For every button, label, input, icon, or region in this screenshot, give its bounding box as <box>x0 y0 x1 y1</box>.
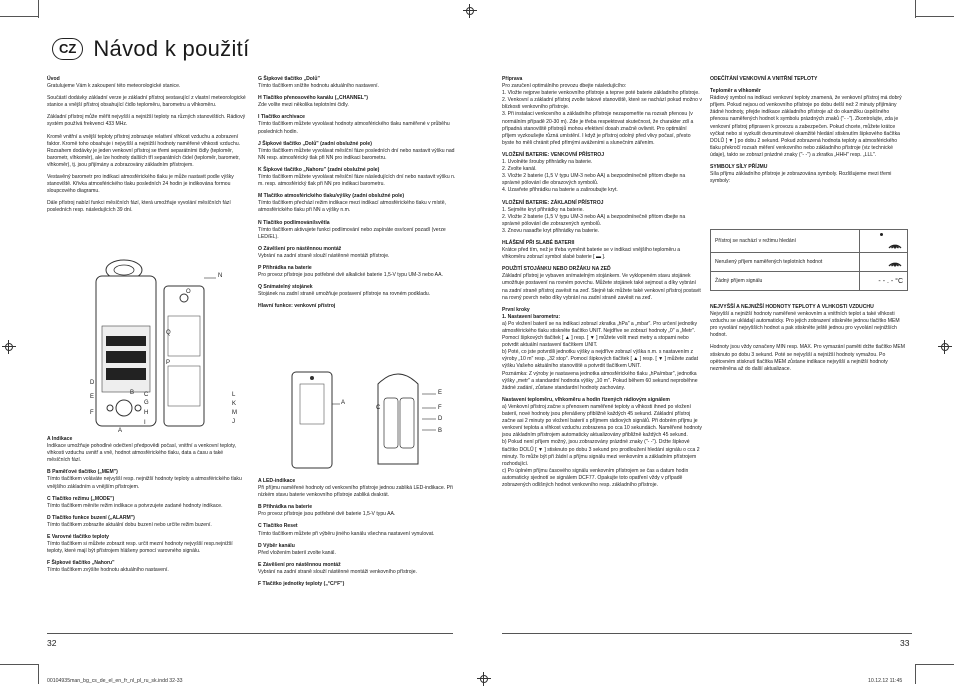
heading-uvod: Úvod <box>47 76 60 82</box>
label-m: M <box>232 410 237 416</box>
paragraph: Hodnoty jsou vždy označeny MIN resp. MAX. Pro vymazání paměti držte tlačítko MEM stisknuto po dobu 3 sekund. Poté se nejvyšší a nejnižší hodnoty vymažou. Po opětovném stisknutí tlačítka MEM zůstane indikace nejvyšší a nejnižší hodnoty nezměněna až do další aktualizace. <box>710 344 906 372</box>
paragraph: Tímto tlačítkem snížíte hodnotu aktuálního nastavení. <box>258 83 379 90</box>
paragraph: Vestavěný barometr pro indikaci atmosférického tlaku je může nastavit podle výšky stanoviště. Křivka atmosférického tlaku posledních 24 hodin je indikována formou sloupcového diagramu. <box>47 174 234 195</box>
subheading-thermometer: Nastavení teploměru, vlhkoměru a hodin řízených rádiovým signálem <box>502 396 670 403</box>
label-outdoor-e: E <box>438 390 443 396</box>
paragraph: Tímto tlačítkem můžete při výběru jiného kanálu všechna nastavení vynulovat. <box>258 530 435 537</box>
list-item: 3. Znovu nasaďte kryt přihrádky na baterie. <box>502 227 600 234</box>
paragraph: Tímto tlačítkem voláváte nejvyšší resp. nejnižší hodnoty teploty a atmosférického tlaku vnějšího základním a vnějším přístrojem. <box>47 476 242 490</box>
list-item: a) Venkovní přístroj začne s přenosem naměřené teploty a vlhkosti ihned po vložení baterií, nové hodnoty jsou přenášeny přibližně každých 45 sekund. Základní přístroj začne asi 2 minuty po vložení baterií s příjmem rádiových signálů. Při dobrém příjmu je venkovní teplota a vlhkost vzduchu zobrazena po cca 10 sekundách. Naměřené hodnoty jsou základním přístrojem automaticky aktualizovány přibližně každých 45 sekund. <box>502 403 702 439</box>
registration-mark-icon <box>2 340 16 354</box>
paragraph: Tímto tlačítkem zobrazíte aktuální dobu buzení nebo určíte režim buzení. <box>47 521 212 528</box>
heading-i: I Tlačítko archivace <box>258 114 306 121</box>
paragraph: Tímto tlačítkem přechází režim indikace mezi indikací atmosférického tlaku v místě, atmosférického tlaku při NN a výšky n.m. <box>258 200 446 214</box>
heading-m: M Tlačítko atmosférického tlaku/výšky (zadní obslužné pole) <box>258 193 405 200</box>
heading-a: A Indikace <box>47 436 73 442</box>
heading-signal-symbols: SYMBOLY SÍLY PŘÍJMU <box>710 164 768 171</box>
divider <box>502 633 912 634</box>
heading-reading-temps: ODEČÍTÁNÍ VENKOVNÍ A VNITŘNÍ TEPLOTY <box>710 76 818 82</box>
list-item: 2. Zvolte kanál. <box>502 166 537 173</box>
paragraph: Pro provoz přístroje jsou potřebné dvě baterie 1,5-V typu AA. <box>258 511 396 518</box>
heading-battery-outdoor: VLOŽENÍ BATERIE: VENKOVNÍ PŘÍSTROJ <box>502 151 605 158</box>
heading-outdoor-unit: Hlavní funkce: venkovní přístroj <box>258 303 336 310</box>
paragraph: Před vložením baterií zvolte kanál. <box>258 549 336 556</box>
heading-led: A LED-indikace <box>258 478 296 484</box>
list-item: b) Poté, co jste potvrdili jednotku výšky a nejdříve zobrazí výška n.m. s nastavením z výroby „10 m" resp. „32 stop". Pomocí šipkových tlačítek [ ▲ ] resp. [ ▼ ] můžete zadat výšku Vašeho aktuálního stanoviště a potvrdit tlačítkem UNIT. <box>502 349 699 370</box>
label-outdoor-d: D <box>438 416 443 422</box>
page-number-left: 32 <box>47 638 57 648</box>
paragraph: Při příjmu naměřené hodnoty od venkovního přístroje jednou zabliká LED-indikace. Při nízkém stavu baterie venkovního přístroje zabliká dvakrát. <box>258 485 453 499</box>
paragraph: Tímto tlačítkem můžete vyvolávat měsíční fáze následujících dní nebo nastavit výšku n. m. resp. atmosférický tlak při NN pro indikaci barometru. <box>258 174 456 188</box>
paragraph: Tímto tlačítkem aktivujete funkci podlimování nebo zapínáte osvícení pozadí (verze LED/EL). <box>258 226 446 240</box>
paragraph: Tímto tlačítkem můžete vyvolávat měsíční fáze posledních dní nebo nastavit výšku nad NN resp. atmosférický tlak při NN pro indikaci barometru. <box>258 147 455 161</box>
crop-mark <box>916 16 954 17</box>
heading-n: N Tlačítko podlimování/světla <box>258 219 330 226</box>
page-number-right: 33 <box>900 638 910 648</box>
heading-reset: C Tlačítko Reset <box>258 523 298 530</box>
table-row <box>711 230 908 253</box>
paragraph: Síla příjmu základního přístroje je zobrazována symboly. Rozlišujeme mezi třemi symboly: <box>710 171 892 185</box>
heading-c: C Tlačítko režimu („MODE") <box>47 495 115 502</box>
subheading-thermo-hygro: Teploměr a vlhkoměr <box>710 88 761 95</box>
list-item: 2. Venkovní a základní přístroj zvolte takové stanoviště, které se nachází pokud možno v blízkosti venkovního přístroje. <box>502 97 702 111</box>
paragraph: Tímto tlačítkem si můžete zobrazit resp. určit mezní hodnoty nejvyšší resp.nejnižší teploty, které mají být přístrojem hlášeny pomocí varovného signálu. <box>47 541 233 555</box>
column-3 <box>502 76 702 489</box>
table-cell: Nerušený příjem naměřených teplotních hodnot <box>711 253 860 272</box>
heading-battery: B Přihrádka na baterie <box>258 504 313 511</box>
registration-mark-icon <box>938 340 952 354</box>
heading-q: Q Snímatelný stojánek <box>258 284 313 291</box>
paragraph: Základní přístroj je vybaven snímatelným stojánkem. Ve vyklopeném stavu stojánek umožňuje postavení na rovném povrchu. Můžete stojánek také sejmout a díky vybrání na zadní straně přístroj zavěsit na zeď. Stejně tak můžete také venkovní přístroj postavit na rovný povrch nebo díky vybrání na zadní straně zavěsit na zeď. <box>502 273 701 301</box>
paragraph: Pro zaručení optimálního provozu dbejte následujícího: <box>502 83 627 90</box>
heading-battery-base: VLOŽENÍ BATERIE: ZÁKLADNÍ PŘÍSTROJ <box>502 199 604 206</box>
label-l: L <box>232 392 236 398</box>
paragraph: Dále přístroj nabízí funkci měsíčních fází, která umožňuje vyvolání měsíčních fází posledních resp. následujících 39 dní. <box>47 200 231 214</box>
crop-mark <box>38 0 39 18</box>
label-o: O <box>186 289 191 295</box>
footer-filename: 00104935man_bg_cs_de_el_en_fr_nl_pl_ru_sk.indd 32-33 <box>47 678 183 684</box>
paragraph: Rádiový symbol na indikaci venkovní teploty znamená, že venkovní přístroj má dobrý příjem. Pokud nejsou od venkovního přístroje po dobu delší než 2 minuty přijímány žádné hodnoty, přejde indikace základního přístroje až do okamžiku úspěšného přenosu naměřených hodnot k symbolu prázdných znaků ("- -"). Zkontrolujte, zda je venkovní přístroj připraven k provozu a zabezpečen. Pokud chcete, můžete krátce vyčkat nebo si vyzkušt dvouminutové okamžité hledání stisknutím šipkového tlačítka DOLŮ [ ▼ ] po dobu 2 sekund. Pokud zobrazená hodnota teploty a atmosférického tlaku překročí rozsah měření venkovního nebo základního přístroje (viz technické údaje), takto se zobrazí prázdné znaky ("- -") a zkratka „HHH" resp. „LLL". <box>710 95 902 158</box>
label-outdoor-f: F <box>438 405 442 411</box>
table-row <box>711 253 908 272</box>
no-signal-temp: - - . - °C <box>860 272 908 291</box>
language-badge: CZ <box>52 38 83 60</box>
heading-o: O Závěšení pro nástěnnou montáž <box>258 245 342 252</box>
heading-channel: D Výběr kanálu <box>258 542 295 549</box>
paragraph: Vybrání na zadní straně slouží nástěnné montáži venkovního přístroje. <box>258 568 417 575</box>
label-h: H <box>144 410 149 416</box>
heading-j: J Šipkové tlačítko „Dolů" (zadní obslužné pole) <box>258 140 372 147</box>
crop-mark <box>915 0 916 18</box>
paragraph: Kromě vnitřní a vnější teploty přístroj zobrazuje relativní vlhkost vzduchu a zobrazení faktor. Kromě toho obsahuje i nejvyšší a nejnižší hodnoty naměřené vlhkosti vzduchu. Rozsahem dodávky je jeden venkovní přístroj se třemi separátními čidly (teploměr, barometr, vlhkoměr), ale lze hodnoty dalších tří separátních čidel (teploměr, barometr, vlhkoměr), tj. jsou přijímány a zobrazovány základním přístrojem. <box>47 133 241 168</box>
heading-min-max: NEJVYŠŠÍ A NEJNIŽŠÍ HODNOTY TEPLOTY A VLHKOSTI VZDUCHU <box>710 304 874 310</box>
heading-unit-button: F Tlačítko jednotky teploty („°C/°F") <box>258 581 345 588</box>
label-i: I <box>144 420 146 426</box>
paragraph: Nejvyšší a nejnižší hodnoty naměřené venkovním a vnitřních teplot a také vlhkosti vzduchu se ukládají automaticky. Pro jejich zobrazení stiskněte jednou tlačítko MEM pro vyvolání nejvyšších hodnot a pak stiskněte ještě jednou pro vyvolání nejnižších hodnot. <box>710 311 900 339</box>
paragraph: Gratulujeme Vám k zakoupení této meteorologické stanice. <box>47 83 181 90</box>
list-item: 1. Uvolněte šrouby přihrádky na baterie. <box>502 159 593 166</box>
column-2 <box>258 76 458 310</box>
paragraph: Tímto tlačítkem můžete vyvolávat hodnoty atmosférického tlaku naměřené v průběhu posledních hodin. <box>258 121 450 135</box>
table-cell <box>860 253 908 272</box>
heading-stand: POUŽITÍ STOJÁNKU NEBO DRŽÁKU NA ZEĎ <box>502 266 611 273</box>
paragraph: Tímto tlačítkem zvýšíte hodnotu aktuálního nastavení. <box>47 567 169 574</box>
paragraph: Krátce před tím, než je třeba vyměnit baterie se v indikaci vnějšího teploměru a vlhkoměru zobrazí symbol slabé baterie [ ▬ ]. <box>502 247 681 261</box>
label-j: J <box>232 419 235 425</box>
label-k: K <box>232 401 237 407</box>
label-e: E <box>90 394 95 400</box>
list-item: a) Po vložení baterií se na indikaci zobrazí zkratka „hPa" a „mbar". Pro určení jednotky atmosférického tlaku stiskněte tlačítko UNIT. Nejdříve se zobrazí hodnoty „0" a „Metr". Pomocí šipkových tlačítek [ ▲ ] resp. [ ▼ ] můžete volit mezi metry a stopami nebo potvrdit aktuální nastavení tlačítkem UNIT. <box>502 320 698 349</box>
table-cell: Přístroj se nachází v režimu hledání <box>711 230 860 253</box>
heading-first-steps: První kroky <box>502 306 530 313</box>
crop-mark <box>0 16 38 17</box>
list-item: 1. Sejměte kryt přihrádky na baterie. <box>502 206 584 213</box>
column-2-outdoor <box>258 478 458 588</box>
label-a: A <box>118 428 123 434</box>
label-g: G <box>144 400 149 406</box>
heading-e: E Varovné tlačítko teploty <box>47 534 109 541</box>
label-d: D <box>90 380 95 386</box>
list-item: c) Po úplném příjmu časového signálu venkovním přístrojem se čas a datum hodin automaticky sjednotí se signálem DCF77. Opakujte toto opatření vždy v případě zobrazených odlišných hodnot venkovního resp. základního přístroje. <box>502 467 689 488</box>
title-text: Návod k použití <box>93 36 250 61</box>
heading-f: F Šipkové tlačítko „Nahoru" <box>47 560 115 567</box>
registration-mark-icon <box>477 672 491 686</box>
crop-mark <box>915 664 916 684</box>
label-n: N <box>218 273 223 279</box>
label-p: P <box>166 360 171 366</box>
note: Poznámka: Z výroby je nastavena jednotka atmosférického tlaku „hPa/mbar", jednotka výšky „metr" a standardní hodnota výšky „10 m". Pokud během 60 sekund neproběhne žádné zadání, zůstane standardní hodnoty zachovány. <box>502 370 698 391</box>
registration-mark-icon <box>463 4 477 18</box>
paragraph: Tímto tlačítkem měníte režim indikace a potvrzujete zadané hodnoty indikace. <box>47 502 223 509</box>
label-c: C <box>144 392 149 398</box>
label-q: Q <box>166 330 171 336</box>
page-title <box>52 36 249 62</box>
heading-p: P Přihrádka na baterie <box>258 264 312 271</box>
heading-h: H Tlačítko přenosového kanálu („CHANNEL") <box>258 95 368 102</box>
heading-k: K Šipkové tlačítko „Nahoru" (zadní obslužné pole) <box>258 166 380 173</box>
paragraph: Indikace umožňuje pohodlné odečtení předpovědi počasí, vnitřní a venkovní teploty, vlhkosti vzduchu uvnitř a vně, hodnot atmosférického tlaku, data a času a také měsíčních fází. <box>47 443 237 464</box>
subheading-barometer: 1. Nastavení barometru: <box>502 313 561 320</box>
crop-mark <box>38 664 39 684</box>
heading-d: D Tlačítko funkce buzení („ALARM") <box>47 514 135 521</box>
base-station-figure <box>88 256 238 434</box>
list-item: 3. Vložte 2 baterie (1,5 V typu UM-3 nebo AA) a bezpodmínečně přitom dbejte na správné pólování dle obrazových symbolů. <box>502 173 686 187</box>
table-row <box>711 272 908 291</box>
table-cell <box>860 230 908 253</box>
paragraph: Základní přístroj může měřit nejvyšší a nejnižší teploty na různých stanovištích. Rádiový systém používá frekvenci 433 MHz. <box>47 114 246 128</box>
paragraph: Pro provoz přístroje jsou potřebné dvě alkalické baterie 1,5-V typu UM-3 nebo AA. <box>258 272 443 279</box>
signal-good-icon <box>887 256 903 268</box>
label-outdoor-c: C <box>376 405 381 411</box>
heading-wall-mount: E Závěšení pro nástěnnou montáž <box>258 561 341 568</box>
list-item: 1. Vložte nejprve baterie venkovního přístroje a teprve poté baterie základního přístroje. <box>502 90 700 97</box>
paragraph: Stojánek na zadní straně umožňuje postavení přístroje na rovném podkladu. <box>258 291 431 298</box>
footer-date: 10.12.12 11:45 <box>868 678 903 684</box>
column-4-minmax <box>710 304 908 378</box>
column-4 <box>710 76 908 190</box>
paragraph: Zde volíte mezi několika teplotními čidly. <box>258 102 349 109</box>
list-item: 2. Vložte 2 baterie (1,5 V typu UM-3 nebo AA) a bezpodmínečně přitom dbejte na správné pólování dle zobrazených symbolů. <box>502 213 686 227</box>
crop-mark <box>916 664 954 665</box>
label-outdoor-b: B <box>438 428 443 434</box>
column-1 <box>47 76 247 220</box>
column-1-functions <box>47 436 247 580</box>
outdoor-unit-figure <box>288 364 448 474</box>
list-item: 4. Uzavřete přihrádku na baterie a zašroubujte kryt. <box>502 187 618 194</box>
label-outdoor-a: A <box>341 400 346 406</box>
signal-symbol-table <box>710 229 908 291</box>
signal-search-icon <box>887 238 903 250</box>
paragraph: Vybrání na zadní straně slouží nástěnné montáži přístroje. <box>258 252 390 259</box>
list-item: b) Pokud není příjem možný, jsou zobrazovány prázdné znaky ("- -"). Držte šipkové tlačítko DOLŮ [ ▼ ] stisknuto po dobu 3 sekund pro prodloužení hledání signálu o cca 2 minuty. To může být při žádní a příjmu signálu mezi venkovním a základním přístrojem rozhodující. <box>502 439 700 467</box>
heading-b: B Paměťové tlačítko („MEM") <box>47 469 118 476</box>
heading-priprava: Příprava <box>502 76 523 82</box>
antenna-dot-icon <box>880 233 883 236</box>
label-b: B <box>130 390 135 396</box>
divider <box>47 633 453 634</box>
heading-low-battery: HLÁŠENÍ PŘI SLABÉ BATERII <box>502 239 575 246</box>
list-item: 3. Při instalaci venkovního a základního přístroje nezapomeňte na rozsah přenosu (v normálním případě 20-30 m). Zde je třeba respektovat skutečnost, že charakter zdí a případná stanoviště přístrojů mohou efektivní dosah značně ovlivnit. Pro optimální příjem vyzkoušejte různá umístění. I když je přístroj odolný před vlivy počasí, přesto byste ho měli chránit před přímými aváženími a slunečním zářením. <box>502 111 694 146</box>
paragraph: Součástí dodávky základní verze je základní přístroj sestavující z vlastní meteorologické stanice a vnější přístroj obsahující čidlo teploměru, barometru a vlhkoměru. <box>47 95 246 109</box>
table-cell: Žádný příjem signálu <box>711 272 860 291</box>
crop-mark <box>0 664 38 665</box>
label-f: F <box>90 410 94 416</box>
heading-g: G Šipkové tlačítko „Dolů" <box>258 76 320 82</box>
